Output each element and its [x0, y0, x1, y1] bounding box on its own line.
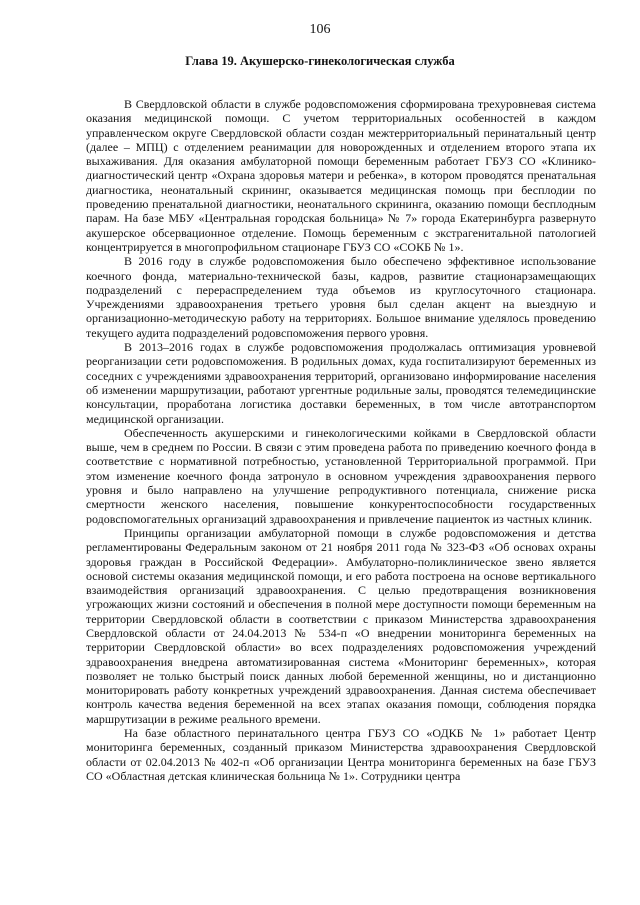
paragraph-4: Обеспеченность акушерскими и гинекологическими койками в Свердловской области выше, чем в среднем по России. В связи с этим проведена работа по приведению коечного фонда в соответствие с нормативной потребностью, установленной Территориальной программой. При этом изменение коечного фонда затронуло в основном учреждения здравоохранения первого уровня и было направлено на улучшение репродуктивного потенциала, снижение риска смертности женского населения, повышение конкурентоспособности государственных родовспомогательных организаций здравоохранения и привлечение пациенток из частных клиник. [86, 425, 596, 526]
paragraph-6: На базе областного перинатального центра ГБУЗ СО «ОДКБ № 1» работает Центр мониторинга беременных, созданный приказом Министерства здравоохранения Свердловской области от 02.04.2013 № 402-п «Об организации Центра мониторинга беременных на базе ГБУЗ СО «Областная детская клиническая больница № 1». Сотрудники центра [86, 726, 596, 783]
body-text [86, 97, 596, 783]
paragraph-3: В 2013–2016 годах в службе родовспоможения продолжалась оптимизация уровневой реорганизации сети родовспоможения. В родильных домах, куда госпитализируют беременных из соседних с учреждениями здравоохранения территорий, организовано информирование населения об изменении маршрутизации, работают ургентные родильные залы, проводятся телемедицинские консультации, проработана логистика доставки беременных, в том числе автотранспортом медицинской организации. [86, 340, 596, 426]
chapter-title: Глава 19. Акушерско-гинекологическая служба [185, 54, 455, 68]
paragraph-5: Принципы организации амбулаторной помощи в службе родовспоможения и детства регламентированы Федеральным законом от 21 ноября 2011 года № 323-ФЗ «Об основах охраны здоровья граждан в Российской Федерации». Амбулаторно-поликлиническое звено является основой системы оказания медицинской помощи, и его работа построена на основе вертикального взаимодействия организаций здравоохранения. С целью предотвращения возникновения угрожающих жизни состояний и обеспечения в полной мере доступности помощи беременным на территории Свердловской области в соответствии с приказом Министерства здравоохранения Свердловской области от 24.04.2013 № 534-п «О внедрении мониторинга беременных на территории Свердловской области» во всех подразделениях родовспоможения учреждений здравоохранения внедрена автоматизированная система «Мониторинг беременных», которая позволяет не только быстрый поиск данных любой беременной женщины, но и дистанционно мониторировать работу конкретных учреждений здравоохранения. Данная система обеспечивает контроль качества ведения беременной на всех этапах оказания помощи, соблюдения порядка маршрутизации в режиме реального времени. [86, 525, 596, 726]
paragraph-1: В Свердловской области в службе родовспоможения сформирована трехуровневая система оказания медицинской помощи. С учетом территориальных особенностей в каждом управленческом округе Свердловской области создан межтерриториальный перинатальный центр (далее – МПЦ) с отделением реанимации для новорожденных и отделением второго этапа их выхаживания. Для оказания амбулаторной помощи беременным работает ГБУЗ СО «Клинико-диагностический центр «Охрана здоровья матери и ребенка», в котором проводятся пренатальная диагностика, неонатальный скрининг, оказывается медицинская помощь при бесплодии по проведению пренатальной диагностики, неонатального скрининга, оказанию помощи бесплодным парам. На базе МБУ «Центральная городская больница» № 7» города Екатеринбурга развернуто акушерское обсервационное отделение. Помощь беременным с экстрагенитальной патологией концентрируется в многопрофильном стационаре ГБУЗ СО «СОКБ № 1». [86, 97, 596, 254]
page-number: 106 [309, 22, 331, 37]
paragraph-2: В 2016 году в службе родовспоможения было обеспечено эффективное использование коечного фонда, материально-технической базы, кадров, развитие стационарзамещающих подразделений с перераспределением туда объемов из круглосуточного стационара. Учреждениями здравоохранения третьего уровня был сделан акцент на выездную и организационно-методическую работу на территориях. Большое внимание уделялось проведению текущего аудита подразделений родовспоможения первого уровня. [86, 254, 596, 340]
